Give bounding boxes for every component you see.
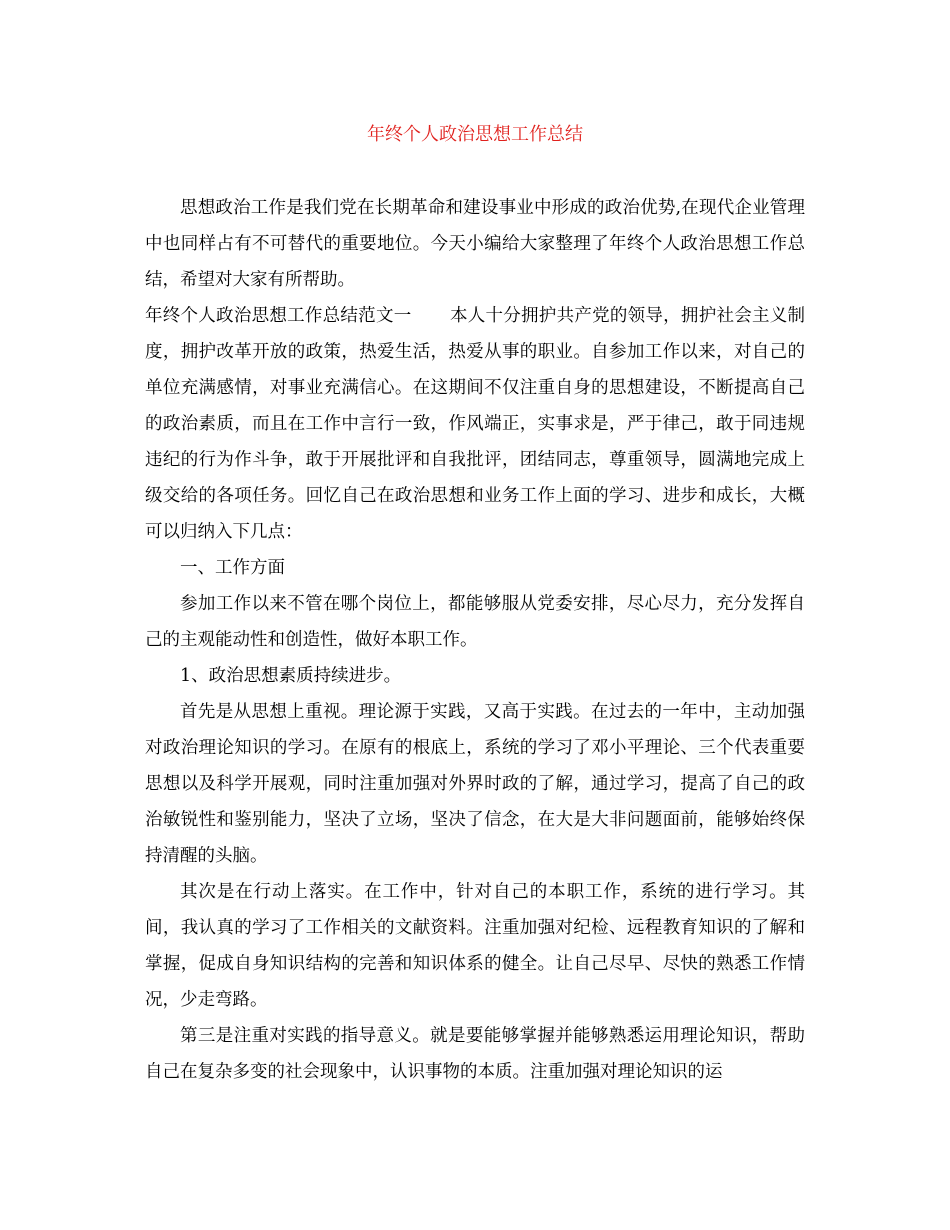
first-point-paragraph: 首先是从思想上重视。理论源于实践，又高于实践。在过去的一年中，主动加强对政治理论知识的学习。在原有的根底上，系统的学习了邓小平理论、三个代表重要思想以及科学开展观，同时注重加强对外界时政的了解，通过学习，提高了自己的政治敏锐性和鉴别能力，坚决了立场，坚决了信念，在大是大非问题面前，能够始终保持清醒的头脑。 <box>145 702 805 866</box>
third-point-paragraph: 第三是注重对实践的指导意义。就是要能够掌握并能够熟悉运用理论知识，帮助自己在复杂多变的社会现象中，认识事物的本质。注重加强对理论知识的运 <box>145 1026 805 1082</box>
sample-paragraph <box>145 298 805 550</box>
sample-text: 本人十分拥护共产党的领导，拥护社会主义制度，拥护改革开放的政策，热爱生活，热爱从事的职业。自参加工作以来，对自己的单位充满感情，对事业充满信心。在这期间不仅注重自身的思想建设，不断提高自己的政治素质，而且在工作中言行一致，作风端正，实事求是，严于律己，敢于同违规违纪的行为作斗争，敢于开展批评和自我批评，团结同志，尊重领导，圆满地完成上级交给的各项任务。回忆自己在政治思想和业务工作上面的学习、进步和成长，大概可以归纳入下几点： <box>145 306 806 542</box>
section1-paragraph: 参加工作以来不管在哪个岗位上，都能够服从党委安排，尽心尽力，充分发挥自己的主观能动性和创造性，做好本职工作。 <box>145 594 805 650</box>
sample-label: 年终个人政治思想工作总结范文一 <box>145 306 412 326</box>
intro-paragraph: 思想政治工作是我们党在长期革命和建设事业中形成的政治优势,在现代企业管理中也同样占有不可替代的重要地位。今天小编给大家整理了年终个人政治思想工作总结，希望对大家有所帮助。 <box>145 198 805 290</box>
second-point-paragraph: 其次是在行动上落实。在工作中，针对自己的本职工作，系统的进行学习。其间，我认真的学习了工作相关的文献资料。注重加强对纪检、远程教育知识的了解和掌握，促成自身知识结构的完善和知识体系的健全。让自己尽早、尽快的熟悉工作情况，少走弯路。 <box>145 882 805 1010</box>
document-body <box>145 190 805 1090</box>
section1-heading: 一、工作方面 <box>180 558 285 578</box>
item1-heading: 1、政治思想素质持续进步。 <box>180 666 402 686</box>
document-title: 年终个人政治思想工作总结 <box>367 124 583 145</box>
